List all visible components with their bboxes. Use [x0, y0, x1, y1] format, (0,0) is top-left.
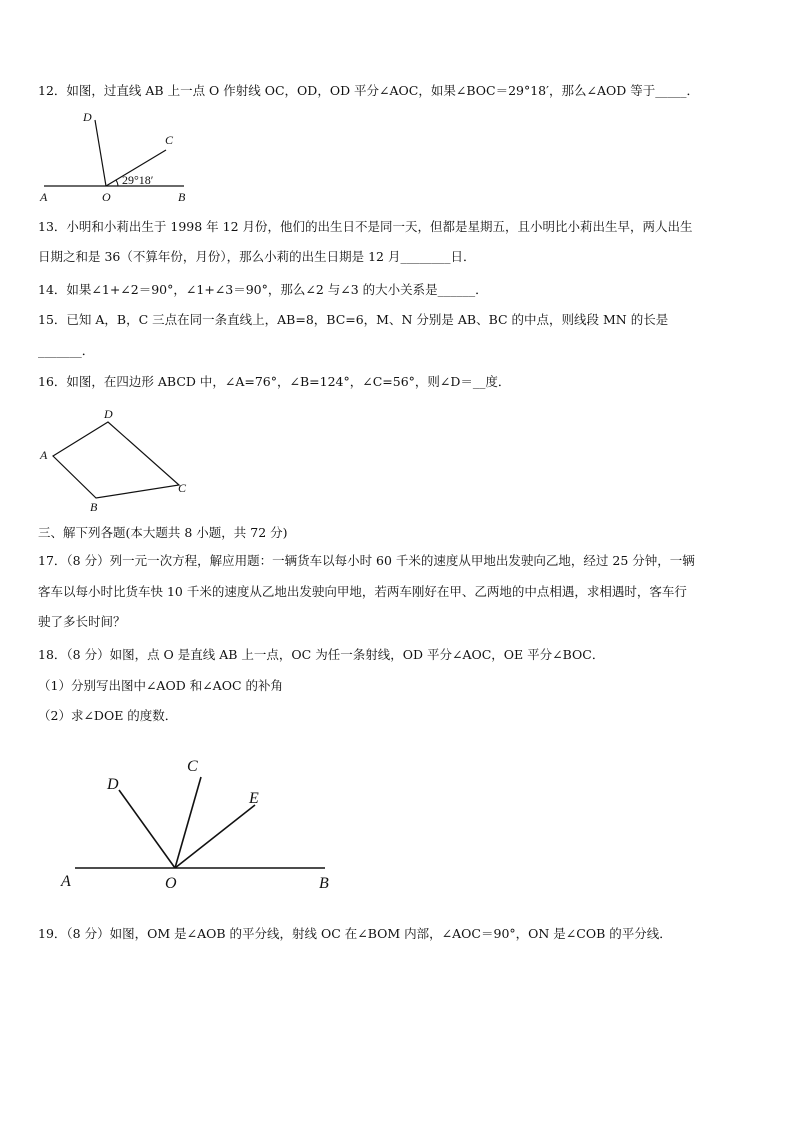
question-16-text: 16．如图，在四边形 ABCD 中，∠A=76°，∠B=124°，∠C=56°，则∠D＝__度．	[38, 374, 511, 389]
question-12-figure	[34, 108, 204, 208]
label-E: E	[249, 790, 259, 807]
question-18-sub2: （2）求∠DOE 的度数．	[38, 708, 178, 723]
label-D: D	[107, 776, 119, 793]
label-C: C	[165, 133, 174, 147]
question-17-line1: 17．（8 分）列一元一次方程，解应用题：一辆货车以每小时 60 千米的速度从甲地出发驶向乙地，经过 25 分钟，一辆	[38, 553, 695, 568]
section-3-title: 三、解下列各题(本大题共 8 小题，共 72 分)	[38, 525, 288, 540]
label-C: C	[187, 758, 198, 775]
label-O: O	[102, 190, 111, 204]
question-12-text: 12．如图，过直线 AB 上一点 O 作射线 OC，OD，OD 平分∠AOC，如果∠BOC＝29°18′，那么∠AOD 等于_____．	[38, 83, 699, 98]
question-14-text: 14．如果∠1+∠2＝90°，∠1+∠3＝90°，那么∠2 与∠3 的大小关系是______．	[38, 282, 488, 297]
question-19-text: 19．（8 分）如图，OM 是∠AOB 的平分线，射线 OC 在∠BOM 内部，∠AOC＝90°，ON 是∠COB 的平分线．	[38, 926, 672, 941]
label-B: B	[319, 875, 329, 892]
question-16-figure	[34, 402, 204, 517]
question-15-line2: _______．	[38, 343, 95, 358]
question-18-line1: 18．（8 分）如图，点 O 是直线 AB 上一点，OC 为任一条射线，OD 平分∠AOC，OE 平分∠BOC．	[38, 647, 605, 662]
label-D: D	[104, 407, 113, 421]
label-O: O	[165, 875, 177, 892]
label-C: C	[178, 481, 187, 495]
question-17-line2: 客车以每小时比货车快 10 千米的速度从乙地出发驶向甲地，若两车刚好在甲、乙两地的中点相遇，求相遇时，客车行	[38, 584, 687, 599]
label-A: A	[40, 190, 48, 204]
question-18-sub1: （1）分别写出图中∠AOD 和∠AOC 的补角	[38, 678, 283, 693]
label-D: D	[83, 110, 92, 124]
question-15-line1: 15．已知 A，B，C 三点在同一条直线上，AB=8，BC=6，M、N 分别是 AB、BC 的中点，则线段 MN 的长是	[38, 312, 669, 327]
question-13-line2: 日期之和是 36（不算年份，月份），那么小莉的出生日期是 12 月________日．	[38, 249, 476, 264]
label-B: B	[178, 190, 186, 204]
label-A: A	[61, 873, 71, 890]
label-A: A	[40, 448, 48, 462]
label-B: B	[90, 500, 98, 514]
question-18-figure	[55, 750, 345, 895]
question-17-line3: 驶了多长时间？	[38, 614, 126, 629]
angle-label: 29°18′	[122, 173, 154, 187]
question-13-line1: 13．小明和小莉出生于 1998 年 12 月份，他们的出生日不是同一天，但都是星期五，且小明比小莉出生早，两人出生	[38, 219, 693, 234]
